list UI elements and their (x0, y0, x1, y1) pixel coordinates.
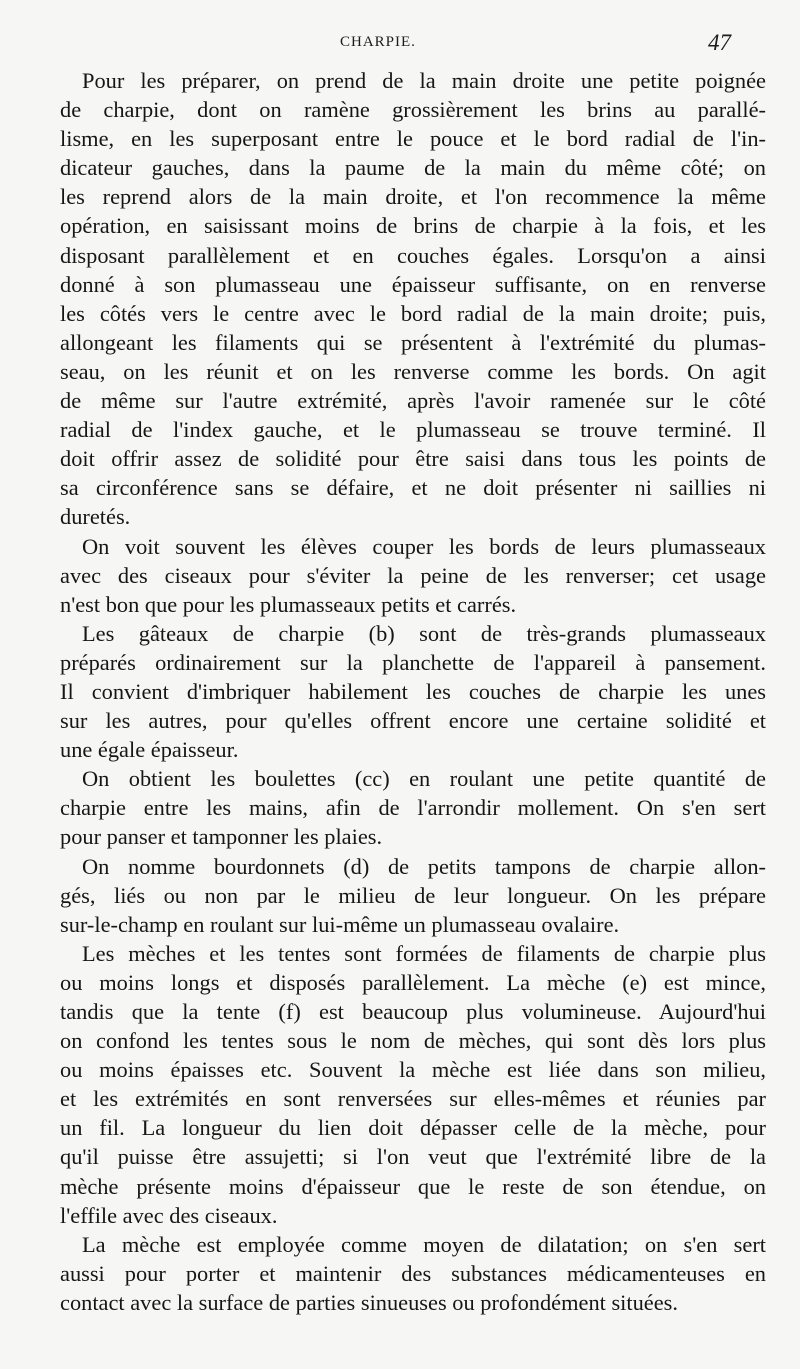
text-line: de charpie, dont on ramène grossièrement les brins au parallé- (60, 97, 766, 123)
text-line: n'est bon que pour les plumasseaux petits et carrés. (60, 591, 517, 617)
text-line: mèche présente moins d'épaisseur que le reste de son étendue, on (60, 1173, 766, 1199)
text-line: allongeant les filaments qui se présentent à l'extrémité du plumas- (60, 329, 766, 355)
text-line: seau, on les réunit et on les renverse comme les bords. On agit (60, 358, 766, 384)
text-line: sa circonférence sans se défaire, et ne doit présenter ni saillies ni (60, 475, 766, 501)
paragraph (40, 852, 766, 939)
text-line: disposant parallèlement et en couches égales. Lorsqu'on a ainsi (60, 242, 766, 268)
paragraph (40, 532, 766, 619)
text-line: préparés ordinairement sur la planchette de l'appareil à pansement. (60, 649, 766, 675)
paragraph (40, 764, 766, 851)
text-line: on confond les tentes sous le nom de mèches, qui sont dès lors plus (60, 1028, 766, 1054)
text-line: Il convient d'imbriquer habilement les couches de charpie les unes (60, 678, 766, 704)
text-line: les côtés vers le centre avec le bord radial de la main droite; puis, (60, 300, 766, 326)
text-line: charpie entre les mains, afin de l'arrondir mollement. On s'en sert (60, 795, 766, 821)
text-line: duretés. (60, 504, 131, 530)
paragraph (40, 1230, 766, 1317)
body-text (40, 66, 766, 1317)
paragraph (40, 939, 766, 1230)
text-line: ou moins longs et disposés parallèlement. La mèche (e) est mince, (60, 969, 766, 995)
text-line: de même sur l'autre extrémité, après l'avoir ramenée sur le côté (60, 388, 766, 414)
text-line: contact avec la surface de parties sinueuses ou profondément situées. (60, 1289, 678, 1315)
text-line: La mèche est employée comme moyen de dilatation; on s'en sert (82, 1231, 766, 1257)
text-line: tandis que la tente (f) est beaucoup plus volumineuse. Aujourd'hui (60, 999, 766, 1024)
running-title: CHARPIE. (340, 34, 416, 50)
running-head (0, 30, 800, 58)
text-line: pour panser et tamponner les plaies. (60, 824, 383, 850)
paragraph (40, 66, 766, 532)
text-line: gés, liés ou non par le milieu de leur longueur. On les prépare (60, 882, 766, 908)
text-line: opération, en saisissant moins de brins de charpie à la fois, et les (60, 213, 766, 239)
text-line: une égale épaisseur. (60, 737, 239, 763)
text-line: On voit souvent les élèves couper les bords de leurs plumasseaux (82, 533, 766, 559)
text-line: un fil. La longueur du lien doit dépasser celle de la mèche, pour (60, 1115, 766, 1141)
text-line: doit offrir assez de solidité pour être saisi dans tous les points de (60, 446, 766, 472)
text-line: Les mèches et les tentes sont formées de filaments de charpie plus (82, 940, 766, 966)
page-number: 47 (708, 30, 731, 55)
text-line: Les gâteaux de charpie (b) sont de très-grands plumasseaux (82, 620, 766, 646)
text-line: les reprend alors de la main droite, et l'on recommence la même (60, 184, 766, 210)
text-line: ou moins épaisses etc. Souvent la mèche est liée dans son milieu, (60, 1057, 766, 1083)
text-line: sur-le-champ en roulant sur lui-même un plumasseau ovalaire. (60, 911, 620, 937)
paragraph (40, 619, 766, 764)
text-line: sur les autres, pour qu'elles offrent encore une certaine solidité et (60, 708, 766, 734)
text-line: On nomme bourdonnets (d) de petits tampons de charpie allon- (82, 853, 766, 879)
text-line: radial de l'index gauche, et le plumasseau se trouve terminé. Il (60, 417, 766, 443)
text-line: et les extrémités en sont renversées sur elles-mêmes et réunies par (60, 1086, 766, 1112)
text-line: On obtient les boulettes (cc) en roulant une petite quantité de (82, 766, 766, 792)
text-line: l'effile avec des ciseaux. (60, 1202, 278, 1228)
text-line: qu'il puisse être assujetti; si l'on veut que l'extrémité libre de la (60, 1144, 766, 1170)
text-line: avec des ciseaux pour s'éviter la peine de les renverser; cet usage (60, 562, 766, 588)
text-line: dicateur gauches, dans la paume de la main du même côté; on (60, 155, 766, 181)
text-line: Pour les préparer, on prend de la main droite une petite poignée (82, 68, 766, 93)
text-line: donné à son plumasseau une épaisseur suffisante, on en renverse (60, 271, 766, 297)
text-line: aussi pour porter et maintenir des substances médicamenteuses en (60, 1260, 766, 1286)
text-line: lisme, en les superposant entre le pouce et le bord radial de l'in- (60, 126, 766, 152)
